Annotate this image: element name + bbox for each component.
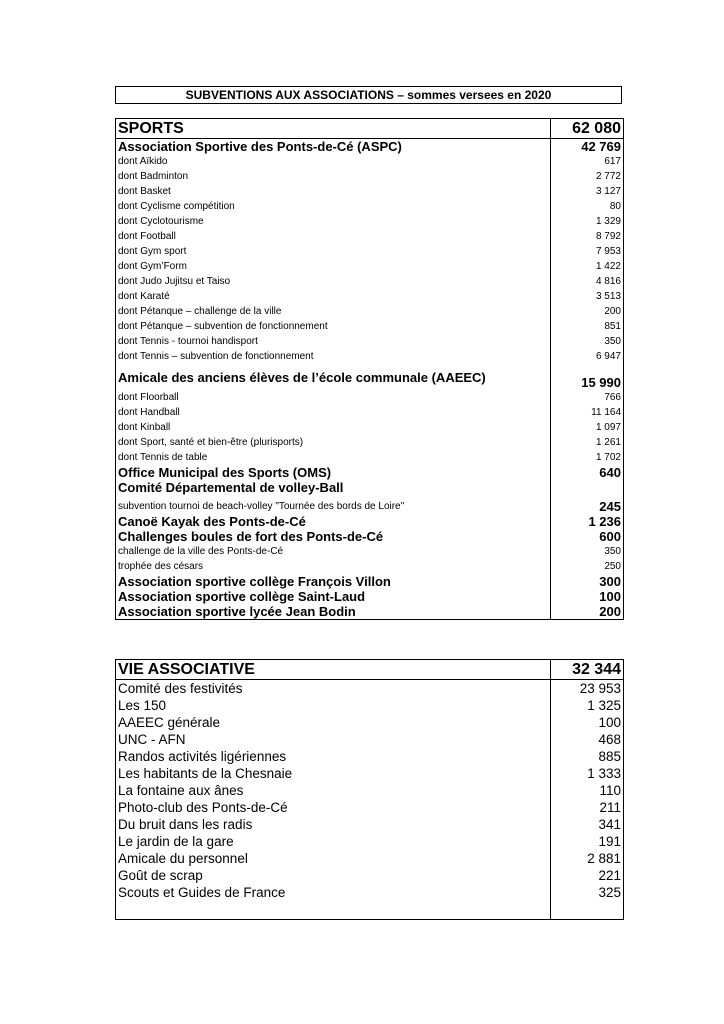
sports-header-row xyxy=(116,119,624,139)
row-amount: 640 xyxy=(551,465,624,480)
table-row xyxy=(116,589,624,604)
document-title: SUBVENTIONS AUX ASSOCIATIONS – sommes versees en 2020 xyxy=(115,86,622,104)
row-amount: 3 127 xyxy=(551,184,624,199)
row-amount: 100 xyxy=(551,589,624,604)
empty-cell xyxy=(551,901,624,920)
table-row xyxy=(116,259,624,274)
row-label: dont Cyclisme compétition xyxy=(116,199,551,214)
sports-section-label: SPORTS xyxy=(116,119,551,139)
table-row xyxy=(116,495,624,514)
table-row xyxy=(116,714,624,731)
row-amount: 617 xyxy=(551,154,624,169)
table-row xyxy=(116,465,624,480)
row-label: dont Karaté xyxy=(116,289,551,304)
table-row xyxy=(116,334,624,349)
row-amount: 11 164 xyxy=(551,405,624,420)
row-amount: 6 947 xyxy=(551,349,624,364)
row-amount: 2 772 xyxy=(551,169,624,184)
row-amount: 23 953 xyxy=(551,680,624,698)
row-amount: 851 xyxy=(551,319,624,334)
row-amount: 110 xyxy=(551,782,624,799)
table-row xyxy=(116,405,624,420)
row-label: Du bruit dans les radis xyxy=(116,816,551,833)
row-label: trophée des césars xyxy=(116,559,551,574)
table-row xyxy=(116,782,624,799)
vie-associative-section-label: VIE ASSOCIATIVE xyxy=(116,660,551,680)
row-amount: 1 329 xyxy=(551,214,624,229)
row-amount: 42 769 xyxy=(551,139,624,155)
row-amount xyxy=(551,480,624,495)
row-label: Goût de scrap xyxy=(116,867,551,884)
table-row xyxy=(116,349,624,364)
table-row xyxy=(116,884,624,901)
row-amount: 221 xyxy=(551,867,624,884)
sports-table xyxy=(115,118,624,620)
row-label: AAEEC générale xyxy=(116,714,551,731)
row-label: dont Cyclotourisme xyxy=(116,214,551,229)
row-amount: 1 261 xyxy=(551,435,624,450)
table-row xyxy=(116,697,624,714)
table-row xyxy=(116,184,624,199)
row-label: Le jardin de la gare xyxy=(116,833,551,850)
row-amount: 200 xyxy=(551,604,624,620)
row-amount: 885 xyxy=(551,748,624,765)
table-row xyxy=(116,833,624,850)
table-row xyxy=(116,364,624,390)
table-row xyxy=(116,244,624,259)
row-label: dont Floorball xyxy=(116,390,551,405)
table-row xyxy=(116,514,624,529)
row-label: Office Municipal des Sports (OMS) xyxy=(116,465,551,480)
row-label: subvention tournoi de beach-volley "Tournée des bords de Loire" xyxy=(116,495,551,514)
row-amount: 3 513 xyxy=(551,289,624,304)
row-amount: 350 xyxy=(551,544,624,559)
row-amount: 245 xyxy=(551,495,624,514)
table-row xyxy=(116,867,624,884)
row-label: Comité Départemental de volley-Ball xyxy=(116,480,551,495)
row-amount: 1 422 xyxy=(551,259,624,274)
row-amount: 2 881 xyxy=(551,850,624,867)
table-row xyxy=(116,154,624,169)
row-label: dont Pétanque – subvention de fonctionnement xyxy=(116,319,551,334)
row-label: dont Handball xyxy=(116,405,551,420)
row-label: dont Kinball xyxy=(116,420,551,435)
row-amount: 15 990 xyxy=(551,364,624,390)
table-row xyxy=(116,604,624,620)
row-amount: 8 792 xyxy=(551,229,624,244)
table-row xyxy=(116,435,624,450)
row-amount: 600 xyxy=(551,529,624,544)
row-amount: 468 xyxy=(551,731,624,748)
row-label: Association sportive collège Saint-Laud xyxy=(116,589,551,604)
table-row xyxy=(116,748,624,765)
row-amount: 4 816 xyxy=(551,274,624,289)
row-label: dont Tennis - tournoi handisport xyxy=(116,334,551,349)
table-row xyxy=(116,450,624,465)
row-label: Amicale du personnel xyxy=(116,850,551,867)
row-label: challenge de la ville des Ponts-de-Cé xyxy=(116,544,551,559)
row-amount: 250 xyxy=(551,559,624,574)
row-label: Les 150 xyxy=(116,697,551,714)
table-row xyxy=(116,214,624,229)
table-row xyxy=(116,289,624,304)
table-filler-row xyxy=(116,901,624,920)
table-row xyxy=(116,850,624,867)
row-label: Randos activités ligériennes xyxy=(116,748,551,765)
row-amount: 1 236 xyxy=(551,514,624,529)
table-row xyxy=(116,680,624,698)
row-label: dont Aïkido xyxy=(116,154,551,169)
table-row xyxy=(116,319,624,334)
row-label: dont Tennis de table xyxy=(116,450,551,465)
row-amount: 325 xyxy=(551,884,624,901)
row-amount: 200 xyxy=(551,304,624,319)
row-label: Canoë Kayak des Ponts-de-Cé xyxy=(116,514,551,529)
row-amount: 1 702 xyxy=(551,450,624,465)
row-label: Amicale des anciens élèves de l’école communale (AAEEC) xyxy=(116,364,551,390)
row-amount: 350 xyxy=(551,334,624,349)
table-row xyxy=(116,765,624,782)
sports-section-total: 62 080 xyxy=(551,119,624,139)
row-label: La fontaine aux ânes xyxy=(116,782,551,799)
row-label: dont Football xyxy=(116,229,551,244)
table-row xyxy=(116,390,624,405)
row-label: dont Gym’Form xyxy=(116,259,551,274)
row-label: Association sportive lycée Jean Bodin xyxy=(116,604,551,620)
table-row xyxy=(116,199,624,214)
table-row xyxy=(116,544,624,559)
row-amount: 1 097 xyxy=(551,420,624,435)
row-label: Photo-club des Ponts-de-Cé xyxy=(116,799,551,816)
row-amount: 7 953 xyxy=(551,244,624,259)
row-amount: 100 xyxy=(551,714,624,731)
table-row xyxy=(116,529,624,544)
row-amount: 191 xyxy=(551,833,624,850)
vie-associative-table xyxy=(115,659,624,920)
row-label: UNC - AFN xyxy=(116,731,551,748)
row-amount: 1 333 xyxy=(551,765,624,782)
table-row xyxy=(116,229,624,244)
row-amount: 300 xyxy=(551,574,624,589)
row-amount: 766 xyxy=(551,390,624,405)
row-label: Scouts et Guides de France xyxy=(116,884,551,901)
row-label: Comité des festivités xyxy=(116,680,551,698)
row-amount: 80 xyxy=(551,199,624,214)
row-label: Les habitants de la Chesnaie xyxy=(116,765,551,782)
table-row xyxy=(116,816,624,833)
table-row xyxy=(116,274,624,289)
row-label: Association sportive collège François Villon xyxy=(116,574,551,589)
row-label: dont Badminton xyxy=(116,169,551,184)
table-row xyxy=(116,139,624,155)
row-amount: 1 325 xyxy=(551,697,624,714)
row-label: dont Pétanque – challenge de la ville xyxy=(116,304,551,319)
vie-associative-header-row xyxy=(116,660,624,680)
row-amount: 211 xyxy=(551,799,624,816)
table-row xyxy=(116,169,624,184)
row-label: dont Tennis – subvention de fonctionnement xyxy=(116,349,551,364)
empty-cell xyxy=(116,901,551,920)
row-label: dont Gym sport xyxy=(116,244,551,259)
row-label: dont Sport, santé et bien-être (plurisports) xyxy=(116,435,551,450)
table-row xyxy=(116,480,624,495)
vie-associative-section-total: 32 344 xyxy=(551,660,624,680)
table-row xyxy=(116,559,624,574)
table-row xyxy=(116,420,624,435)
table-row xyxy=(116,799,624,816)
row-label: Association Sportive des Ponts-de-Cé (ASPC) xyxy=(116,139,551,155)
row-label: Challenges boules de fort des Ponts-de-Cé xyxy=(116,529,551,544)
row-amount: 341 xyxy=(551,816,624,833)
table-row xyxy=(116,731,624,748)
row-label: dont Judo Jujitsu et Taiso xyxy=(116,274,551,289)
table-row xyxy=(116,304,624,319)
row-label: dont Basket xyxy=(116,184,551,199)
table-row xyxy=(116,574,624,589)
